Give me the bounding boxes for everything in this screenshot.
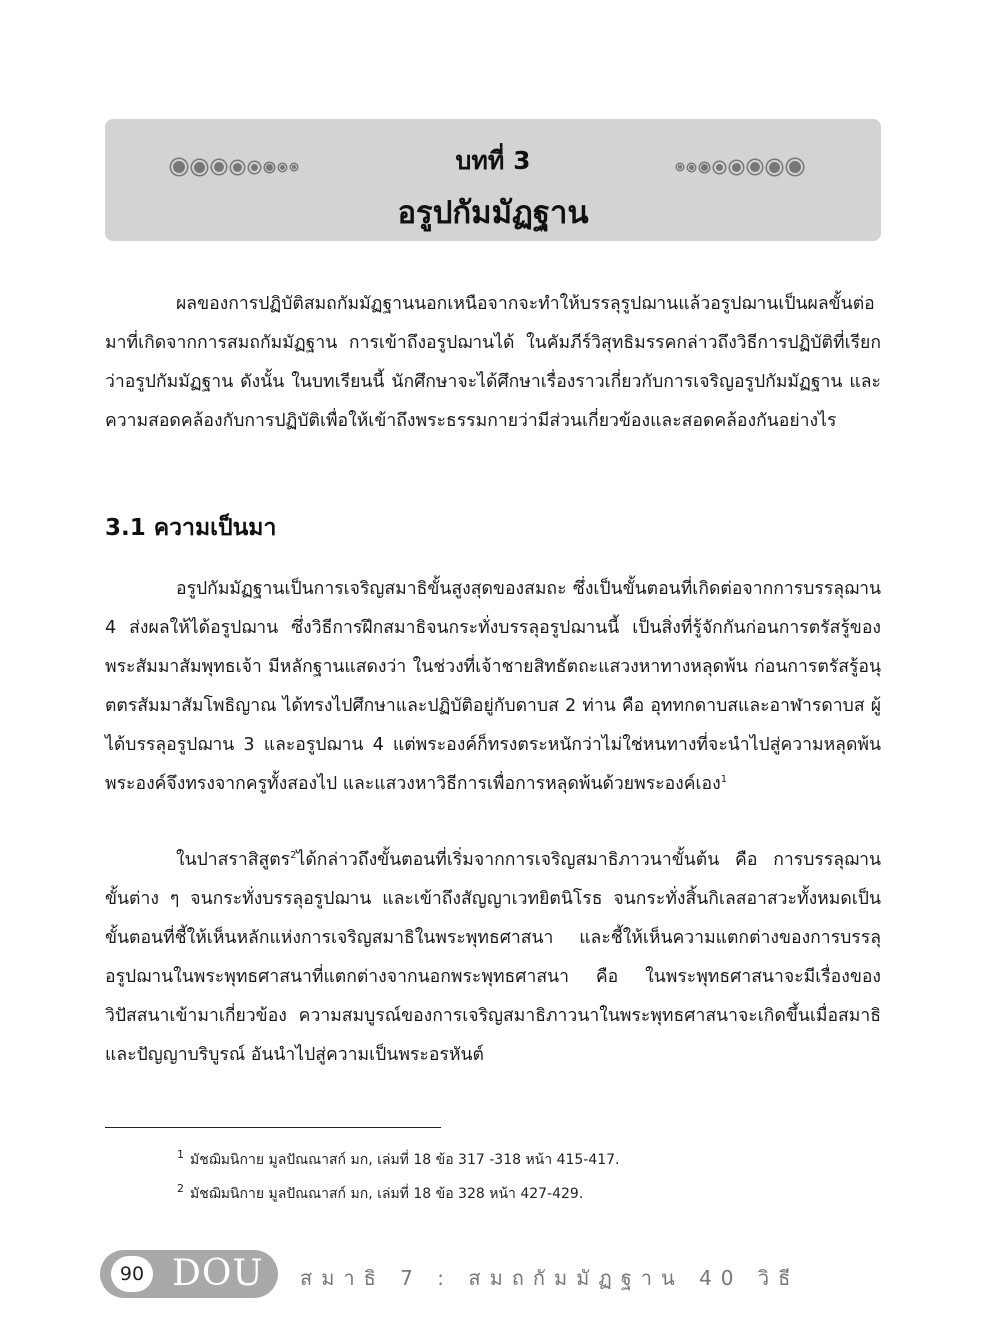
body-paragraph-2 (105, 841, 881, 1075)
decorative-dot (748, 160, 762, 174)
paragraph-text: ในปาสราสิสูตร (176, 850, 291, 870)
footnote-divider (105, 1127, 441, 1128)
paragraph-text: ได้กล่าวถึงขั้นตอนที่เริ่มจากการเจริญสมาธิภาวนาขั้นต้น คือ การบรรลุฌานขั้นต่าง ๆ จนกระทั่งบรรลุอรูปฌาน และเข้าถึงสัญญาเวทยิตนิโรธ จนกระทั่งสิ้นกิเลสอาสวะทั้งหมดเป็นขั้นตอนที่ชี้ให้เห็นหลักแห่งการเจริญสมาธิในพระพุทธศาสนา และชี้ให้เห็นความแตกต่างของการบรรลุอรูปฌานในพระพุทธศาสนาที่แตกต่างจากนอกพระพุทธศาสนา คือ ในพระพุทธศาสนาจะมีเรื่องของวิปัสสนาเข้ามาเกี่ยวข้อง ความสมบูรณ์ของการเจริญสมาธิภาวนาในพระพุทธศาสนาจะเกิดขึ้นเมื่อสมาธิและปัญญาบริบูรณ์ อันนำไปสู่ความเป็นพระอรหันต์ (105, 850, 881, 1065)
chapter-number: บทที่ 3 (455, 146, 531, 175)
paragraph-text: อรูปกัมมัฏฐานเป็นการเจริญสมาธิขั้นสูงสุดของสมถะ ซึ่งเป็นขั้นตอนที่เกิดต่อจากการบรรลุฌาน 4 ส่งผลให้ได้อรูปฌาน ซึ่งวิธีการฝึกสมาธิจนกระทั่งบรรลุอรูปฌานนี้ เป็นสิ่งที่รู้จักกันก่อนการตรัสรู้ของพระสัมมาสัมพุทธเจ้า มีหลักฐานแสดงว่า ในช่วงที่เจ้าชายสิทธัตถะแสวงหาทางหลุดพ้น ก่อนการตรัสรู้อนุตตรสัมมาสัมโพธิญาณ ได้ทรงไปศึกษาและปฏิบัติอยู่กับดาบส 2 ท่าน คือ อุททกดาบสและอาฬารดาบส ผู้ได้บรรลุอรูปฌาน 3 และอรูปฌาน 4 แต่พระองค์ก็ทรงตระหนักว่าไม่ใช่หนทางที่จะนำไปสู่ความหลุดพ้น พระองค์จึงทรงจากครูทั้งสองไป และแสวงหาวิธีการเพื่อการหลุดพ้นด้วยพระองค์เอง (105, 579, 881, 794)
intro-paragraph: ผลของการปฏิบัติสมถกัมมัฏฐานนอกเหนือจากจะทำให้บรรลุรูปฌานแล้วอรูปฌานเป็นผลขั้นต่อมาที่เกิดจากการสมถกัมมัฏฐาน การเข้าถึงอรูปฌานได้ ในคัมภีร์วิสุทธิมรรคกล่าวถึงวิธีการปฏิบัติที่เรียกว่าอรูปกัมมัฏฐาน ดังนั้น ในบทเรียนนี้ นักศึกษาจะได้ศึกษาเรื่องราวเกี่ยวกับการเจริญอรูปกัมมัฏฐาน และความสอดคล้องกับการปฏิบัติเพื่อให้เข้าถึงพระธรรมกายว่ามีส่วนเกี่ยวข้องและสอดคล้องกันอย่างไร (105, 294, 881, 431)
footnote-mark: 2 (177, 1182, 184, 1196)
decorative-dots-right (677, 157, 803, 177)
footnote-ref-1: 1 (720, 774, 728, 786)
footnote-1 (177, 1149, 620, 1171)
decorative-dot (688, 164, 695, 171)
dou-logo: DOU (172, 1253, 264, 1294)
chapter-banner (105, 119, 881, 241)
footnote-ref-2: 2 (290, 850, 297, 862)
page-number: 90 (111, 1256, 153, 1292)
decorative-dot (730, 161, 743, 174)
page-badge (100, 1250, 278, 1298)
decorative-dot (787, 159, 803, 175)
decorative-dot (677, 164, 683, 170)
decorative-dot (700, 163, 709, 172)
section-heading: 3.1 ความเป็นมา (105, 515, 277, 541)
footnote-mark: 1 (177, 1148, 184, 1162)
footnote-2 (177, 1183, 583, 1205)
chapter-title: อรูปกัมมัฏฐาน (397, 195, 589, 231)
footnote-text: มัชฌิมนิกาย มูลปัณณาสก์ มก, เล่มที่ 18 ข้อ 317 -318 หน้า 415-417. (190, 1152, 620, 1168)
decorative-dot (767, 160, 782, 175)
footnote-text: มัชฌิมนิกาย มูลปัณณาสก์ มก, เล่มที่ 18 ข้อ 328 หน้า 427-429. (190, 1186, 584, 1202)
running-title: สมาธิ 7 : สมถกัมมัฏฐาน 40 วิธี (300, 1266, 800, 1290)
body-paragraph-1 (105, 570, 881, 804)
decorative-dot (714, 162, 725, 173)
